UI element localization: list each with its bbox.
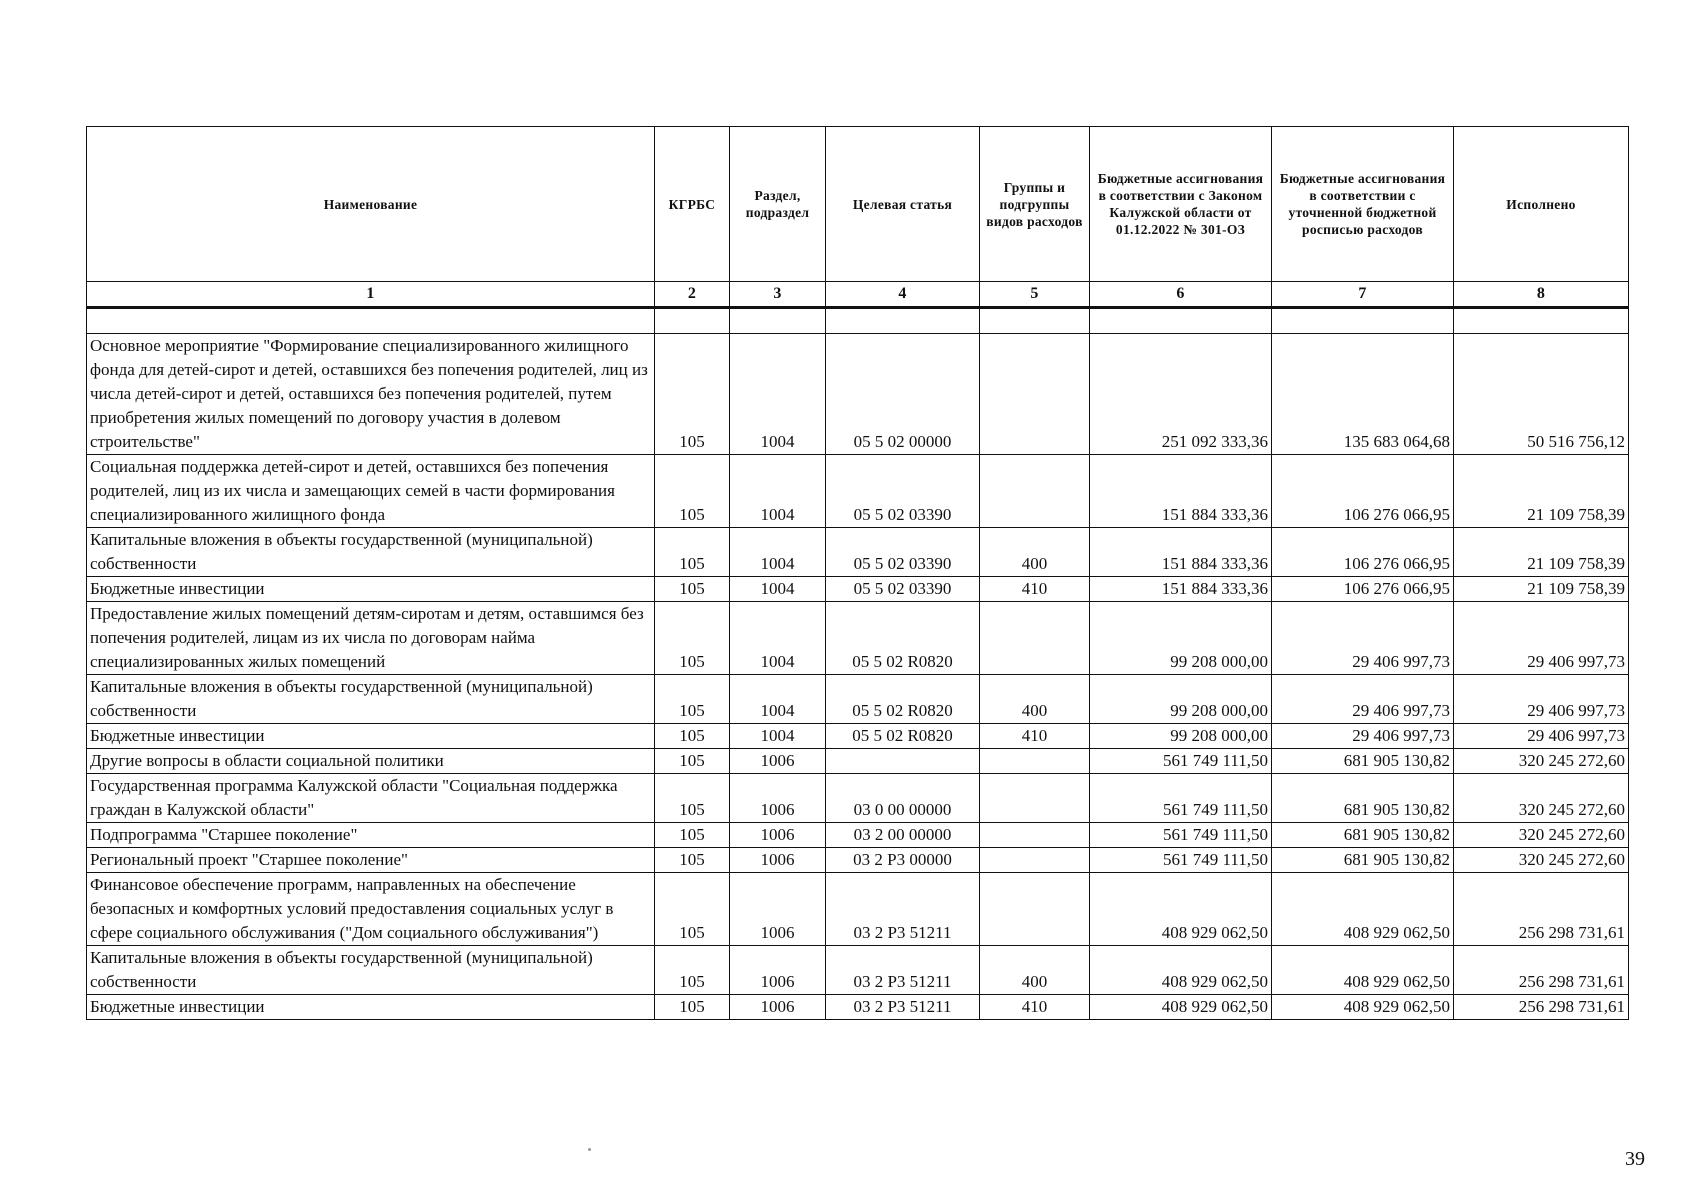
row-kgrbs: 105 (655, 602, 730, 675)
row-law-amount: 561 749 111,50 (1090, 848, 1272, 873)
row-kgrbs: 105 (655, 946, 730, 995)
row-kgrbs: 105 (655, 823, 730, 848)
row-executed-amount: 21 109 758,39 (1454, 577, 1629, 602)
row-name: Основное мероприятие "Формирование специализированного жилищного фонда для детей-сирот и детей, оставшихся без попечения родителей, лиц из числа детей-сирот и детей, оставшихся без попечения родителей, путем приобретения жилых помещений по договору участия в долевом строительстве" (87, 334, 655, 455)
row-executed-amount: 21 109 758,39 (1454, 528, 1629, 577)
row-section: 1006 (730, 873, 826, 946)
row-target-article: 03 2 P3 51211 (826, 946, 980, 995)
column-number: 2 (655, 282, 730, 308)
row-refined-amount: 29 406 997,73 (1272, 675, 1454, 724)
row-target-article: 03 2 P3 51211 (826, 873, 980, 946)
row-executed-amount: 320 245 272,60 (1454, 749, 1629, 774)
row-kgrbs: 105 (655, 749, 730, 774)
row-kgrbs: 105 (655, 724, 730, 749)
row-executed-amount: 256 298 731,61 (1454, 995, 1629, 1020)
row-section: 1006 (730, 848, 826, 873)
row-expense-group: 410 (980, 577, 1090, 602)
row-kgrbs: 105 (655, 873, 730, 946)
row-target-article (826, 749, 980, 774)
scan-dot (588, 1148, 591, 1151)
row-law-amount: 408 929 062,50 (1090, 946, 1272, 995)
row-law-amount: 151 884 333,36 (1090, 577, 1272, 602)
row-section: 1004 (730, 334, 826, 455)
table-row (87, 946, 1629, 995)
row-section: 1004 (730, 724, 826, 749)
row-executed-amount: 29 406 997,73 (1454, 675, 1629, 724)
table-row (87, 528, 1629, 577)
row-law-amount: 561 749 111,50 (1090, 774, 1272, 823)
row-refined-amount: 106 276 066,95 (1272, 455, 1454, 528)
table-row (87, 995, 1629, 1020)
row-expense-group: 400 (980, 528, 1090, 577)
row-refined-amount: 29 406 997,73 (1272, 724, 1454, 749)
row-expense-group (980, 873, 1090, 946)
row-name: Бюджетные инвестиции (87, 724, 655, 749)
row-executed-amount: 29 406 997,73 (1454, 602, 1629, 675)
table-header-row (87, 127, 1629, 282)
row-name: Предоставление жилых помещений детям-сиротам и детям, оставшимся без попечения родителей, лицам из их числа по договорам найма специализированных жилых помещений (87, 602, 655, 675)
row-kgrbs: 105 (655, 995, 730, 1020)
table-row (87, 873, 1629, 946)
row-name: Другие вопросы в области социальной политики (87, 749, 655, 774)
row-section: 1004 (730, 577, 826, 602)
row-name: Региональный проект "Старшее поколение" (87, 848, 655, 873)
row-name: Капитальные вложения в объекты государственной (муниципальной) собственности (87, 675, 655, 724)
row-expense-group (980, 455, 1090, 528)
row-law-amount: 99 208 000,00 (1090, 724, 1272, 749)
row-refined-amount: 29 406 997,73 (1272, 602, 1454, 675)
row-name: Государственная программа Калужской области "Социальная поддержка граждан в Калужской области" (87, 774, 655, 823)
row-kgrbs: 105 (655, 848, 730, 873)
row-section: 1006 (730, 995, 826, 1020)
row-name: Бюджетные инвестиции (87, 577, 655, 602)
table-row (87, 675, 1629, 724)
row-refined-amount: 681 905 130,82 (1272, 823, 1454, 848)
column-number: 3 (730, 282, 826, 308)
row-name: Капитальные вложения в объекты государственной (муниципальной) собственности (87, 946, 655, 995)
row-expense-group (980, 848, 1090, 873)
row-name: Финансовое обеспечение программ, направленных на обеспечение безопасных и комфортных условий предоставления социальных услуг в сфере социального обслуживания ("Дом социального обслуживания") (87, 873, 655, 946)
header-refined-allocations: Бюджетные ассигнования в соответствии с уточненной бюджетной росписью расходов (1272, 127, 1454, 282)
spacer-row (87, 308, 1629, 334)
row-executed-amount: 320 245 272,60 (1454, 823, 1629, 848)
row-expense-group (980, 823, 1090, 848)
header-executed: Исполнено (1454, 127, 1629, 282)
row-expense-group: 410 (980, 995, 1090, 1020)
table-row (87, 334, 1629, 455)
row-target-article: 05 5 02 R0820 (826, 675, 980, 724)
row-executed-amount: 256 298 731,61 (1454, 873, 1629, 946)
table-row (87, 602, 1629, 675)
row-section: 1006 (730, 823, 826, 848)
row-expense-group: 410 (980, 724, 1090, 749)
row-refined-amount: 408 929 062,50 (1272, 873, 1454, 946)
column-number: 6 (1090, 282, 1272, 308)
column-number-row (87, 282, 1629, 308)
row-section: 1006 (730, 946, 826, 995)
row-executed-amount: 320 245 272,60 (1454, 848, 1629, 873)
row-section: 1006 (730, 749, 826, 774)
row-kgrbs: 105 (655, 675, 730, 724)
column-number: 1 (87, 282, 655, 308)
header-section: Раздел, подраздел (730, 127, 826, 282)
budget-table-container (86, 126, 1628, 1020)
row-target-article: 05 5 02 03390 (826, 528, 980, 577)
header-target-article: Целевая статья (826, 127, 980, 282)
header-kgrbs: КГРБС (655, 127, 730, 282)
row-refined-amount: 135 683 064,68 (1272, 334, 1454, 455)
row-expense-group (980, 749, 1090, 774)
row-refined-amount: 681 905 130,82 (1272, 774, 1454, 823)
column-number: 7 (1272, 282, 1454, 308)
row-target-article: 03 2 P3 00000 (826, 848, 980, 873)
row-name: Социальная поддержка детей-сирот и детей, оставшихся без попечения родителей, лиц из их числа и замещающих семей в части формирования специализированного жилищного фонда (87, 455, 655, 528)
page-number: 39 (1625, 1148, 1645, 1170)
column-number: 4 (826, 282, 980, 308)
row-kgrbs: 105 (655, 334, 730, 455)
row-kgrbs: 105 (655, 455, 730, 528)
row-name: Капитальные вложения в объекты государственной (муниципальной) собственности (87, 528, 655, 577)
row-expense-group: 400 (980, 946, 1090, 995)
row-section: 1004 (730, 528, 826, 577)
row-kgrbs: 105 (655, 577, 730, 602)
row-expense-group (980, 602, 1090, 675)
row-refined-amount: 681 905 130,82 (1272, 749, 1454, 774)
header-expense-groups: Группы и подгруппы видов расходов (980, 127, 1090, 282)
row-expense-group: 400 (980, 675, 1090, 724)
row-target-article: 05 5 02 R0820 (826, 602, 980, 675)
row-section: 1004 (730, 455, 826, 528)
row-expense-group (980, 334, 1090, 455)
row-law-amount: 151 884 333,36 (1090, 528, 1272, 577)
row-target-article: 05 5 02 03390 (826, 577, 980, 602)
row-section: 1004 (730, 602, 826, 675)
column-number: 8 (1454, 282, 1629, 308)
row-target-article: 03 2 00 00000 (826, 823, 980, 848)
table-body (87, 308, 1629, 1020)
row-law-amount: 561 749 111,50 (1090, 823, 1272, 848)
header-law-allocations: Бюджетные ассигнования в соответствии с Законом Калужской области от 01.12.2022 № 301-ОЗ (1090, 127, 1272, 282)
row-section: 1004 (730, 675, 826, 724)
row-name: Подпрограмма "Старшее поколение" (87, 823, 655, 848)
row-target-article: 03 0 00 00000 (826, 774, 980, 823)
row-refined-amount: 681 905 130,82 (1272, 848, 1454, 873)
row-law-amount: 251 092 333,36 (1090, 334, 1272, 455)
row-target-article: 03 2 P3 51211 (826, 995, 980, 1020)
row-executed-amount: 29 406 997,73 (1454, 724, 1629, 749)
row-expense-group (980, 774, 1090, 823)
row-law-amount: 151 884 333,36 (1090, 455, 1272, 528)
table-row (87, 577, 1629, 602)
row-target-article: 05 5 02 03390 (826, 455, 980, 528)
row-executed-amount: 21 109 758,39 (1454, 455, 1629, 528)
row-target-article: 05 5 02 R0820 (826, 724, 980, 749)
row-refined-amount: 106 276 066,95 (1272, 577, 1454, 602)
row-refined-amount: 408 929 062,50 (1272, 946, 1454, 995)
row-target-article: 05 5 02 00000 (826, 334, 980, 455)
column-number: 5 (980, 282, 1090, 308)
row-executed-amount: 320 245 272,60 (1454, 774, 1629, 823)
row-law-amount: 408 929 062,50 (1090, 873, 1272, 946)
row-refined-amount: 408 929 062,50 (1272, 995, 1454, 1020)
row-kgrbs: 105 (655, 528, 730, 577)
row-law-amount: 99 208 000,00 (1090, 602, 1272, 675)
table-row (87, 774, 1629, 823)
row-kgrbs: 105 (655, 774, 730, 823)
row-law-amount: 408 929 062,50 (1090, 995, 1272, 1020)
table-row (87, 749, 1629, 774)
header-name: Наименование (87, 127, 655, 282)
budget-table (86, 126, 1629, 1020)
table-row (87, 455, 1629, 528)
table-row (87, 823, 1629, 848)
row-executed-amount: 256 298 731,61 (1454, 946, 1629, 995)
row-executed-amount: 50 516 756,12 (1454, 334, 1629, 455)
row-name: Бюджетные инвестиции (87, 995, 655, 1020)
row-section: 1006 (730, 774, 826, 823)
table-row (87, 724, 1629, 749)
row-law-amount: 99 208 000,00 (1090, 675, 1272, 724)
row-law-amount: 561 749 111,50 (1090, 749, 1272, 774)
row-refined-amount: 106 276 066,95 (1272, 528, 1454, 577)
table-row (87, 848, 1629, 873)
